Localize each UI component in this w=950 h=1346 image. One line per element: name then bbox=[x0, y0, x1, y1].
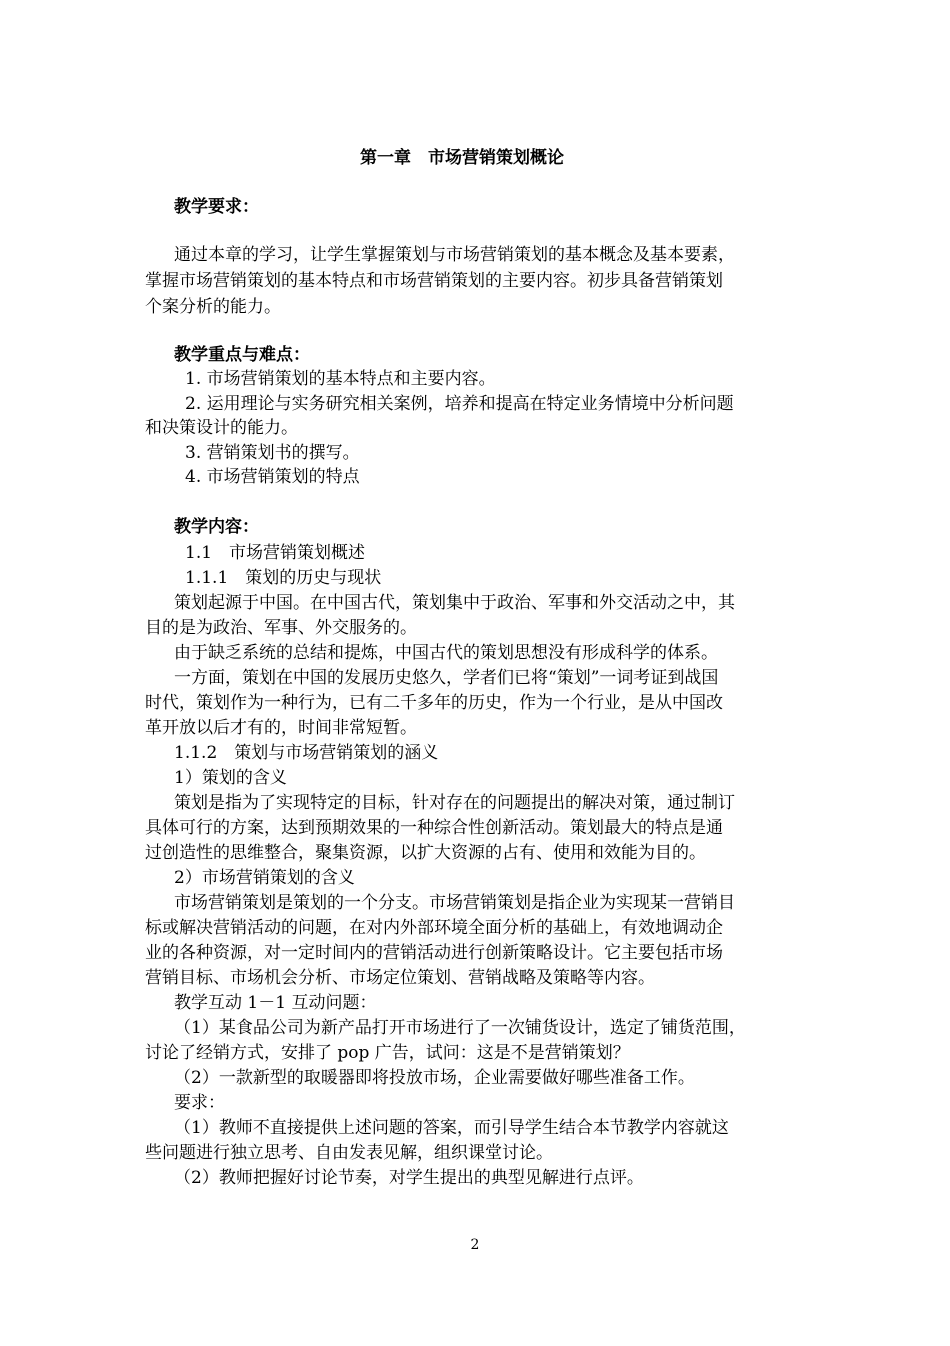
paragraph-line: 过创造性的思维整合，聚集资源，以扩大资源的占有、使用和效能为目的。 bbox=[145, 843, 706, 863]
subsection-heading: 1.1.1 策划的历史与现状 bbox=[185, 568, 382, 588]
paragraph-line: 个案分析的能力。 bbox=[145, 297, 281, 317]
requirement-line: （2）教师把握好讨论节奏，对学生提出的典型见解进行点评。 bbox=[174, 1168, 644, 1188]
teaching-content-heading: 教学内容： bbox=[174, 517, 259, 537]
paragraph-line: 具体可行的方案，达到预期效果的一种综合性创新活动。策划最大的特点是通 bbox=[145, 818, 723, 838]
key-points-heading: 教学重点与难点： bbox=[174, 345, 310, 365]
list-item: 3. 营销策划书的撰写。 bbox=[185, 443, 360, 463]
paragraph-line: 营销目标、市场机会分析、市场定位策划、营销战略及策略等内容。 bbox=[145, 968, 655, 988]
requirement-line: 些问题进行独立思考、自由发表见解，组织课堂讨论。 bbox=[145, 1143, 553, 1163]
item-heading: 1）策划的含义 bbox=[174, 768, 287, 788]
subsection-heading: 1.1.2 策划与市场营销策划的涵义 bbox=[174, 743, 439, 763]
paragraph-line: 业的各种资源，对一定时间内的营销活动进行创新策略设计。它主要包括市场 bbox=[145, 943, 723, 963]
teaching-requirements-heading: 教学要求： bbox=[174, 197, 259, 217]
paragraph-line: 一方面，策划在中国的发展历史悠久，学者们已将“策划”一词考证到战国 bbox=[174, 668, 719, 688]
question-line: 讨论了经销方式，安排了 pop 广告，试问：这是不是营销策划？ bbox=[145, 1043, 630, 1063]
question-line: （2）一款新型的取暖器即将投放市场，企业需要做好哪些准备工作。 bbox=[174, 1068, 695, 1088]
paragraph-line: 通过本章的学习，让学生掌握策划与市场营销策划的基本概念及基本要素， bbox=[174, 245, 735, 265]
paragraph-line: 策划是指为了实现特定的目标，针对存在的问题提出的解决对策，通过制订 bbox=[174, 793, 735, 813]
page-number: 2 bbox=[470, 1237, 480, 1253]
interaction-heading: 教学互动 1－1 互动问题： bbox=[174, 993, 377, 1013]
paragraph-line: 由于缺乏系统的总结和提炼，中国古代的策划思想没有形成科学的体系。 bbox=[174, 643, 718, 663]
list-item: 2. 运用理论与实务研究相关案例，培养和提高在特定业务情境中分析问题 bbox=[185, 394, 734, 414]
paragraph-line: 市场营销策划是策划的一个分支。市场营销策划是指企业为实现某一营销目 bbox=[174, 893, 735, 913]
paragraph-line: 革开放以后才有的，时间非常短暂。 bbox=[145, 718, 417, 738]
paragraph-line: 目的是为政治、军事、外交服务的。 bbox=[145, 618, 417, 638]
requirement-line: （1）教师不直接提供上述问题的答案，而引导学生结合本节教学内容就这 bbox=[174, 1118, 729, 1138]
section-heading: 1.1 市场营销策划概述 bbox=[185, 543, 366, 563]
question-line: （1）某食品公司为新产品打开市场进行了一次铺货设计，选定了铺货范围， bbox=[174, 1018, 746, 1038]
paragraph-line: 掌握市场营销策划的基本特点和市场营销策划的主要内容。初步具备营销策划 bbox=[145, 271, 723, 291]
list-item: 4. 市场营销策划的特点 bbox=[185, 467, 360, 487]
item-heading: 2）市场营销策划的含义 bbox=[174, 868, 355, 888]
requirements-label: 要求： bbox=[174, 1093, 225, 1113]
paragraph-line: 标或解决营销活动的问题，在对内外部环境全面分析的基础上，有效地调动企 bbox=[145, 918, 723, 938]
paragraph-line: 时代，策划作为一种行为，已有二千多年的历史，作为一个行业，是从中国改 bbox=[145, 693, 723, 713]
list-item-continuation: 和决策设计的能力。 bbox=[145, 418, 298, 438]
list-item: 1. 市场营销策划的基本特点和主要内容。 bbox=[185, 369, 496, 389]
chapter-title: 第一章 市场营销策划概论 bbox=[360, 148, 564, 168]
paragraph-line: 策划起源于中国。在中国古代，策划集中于政治、军事和外交活动之中，其 bbox=[174, 593, 735, 613]
